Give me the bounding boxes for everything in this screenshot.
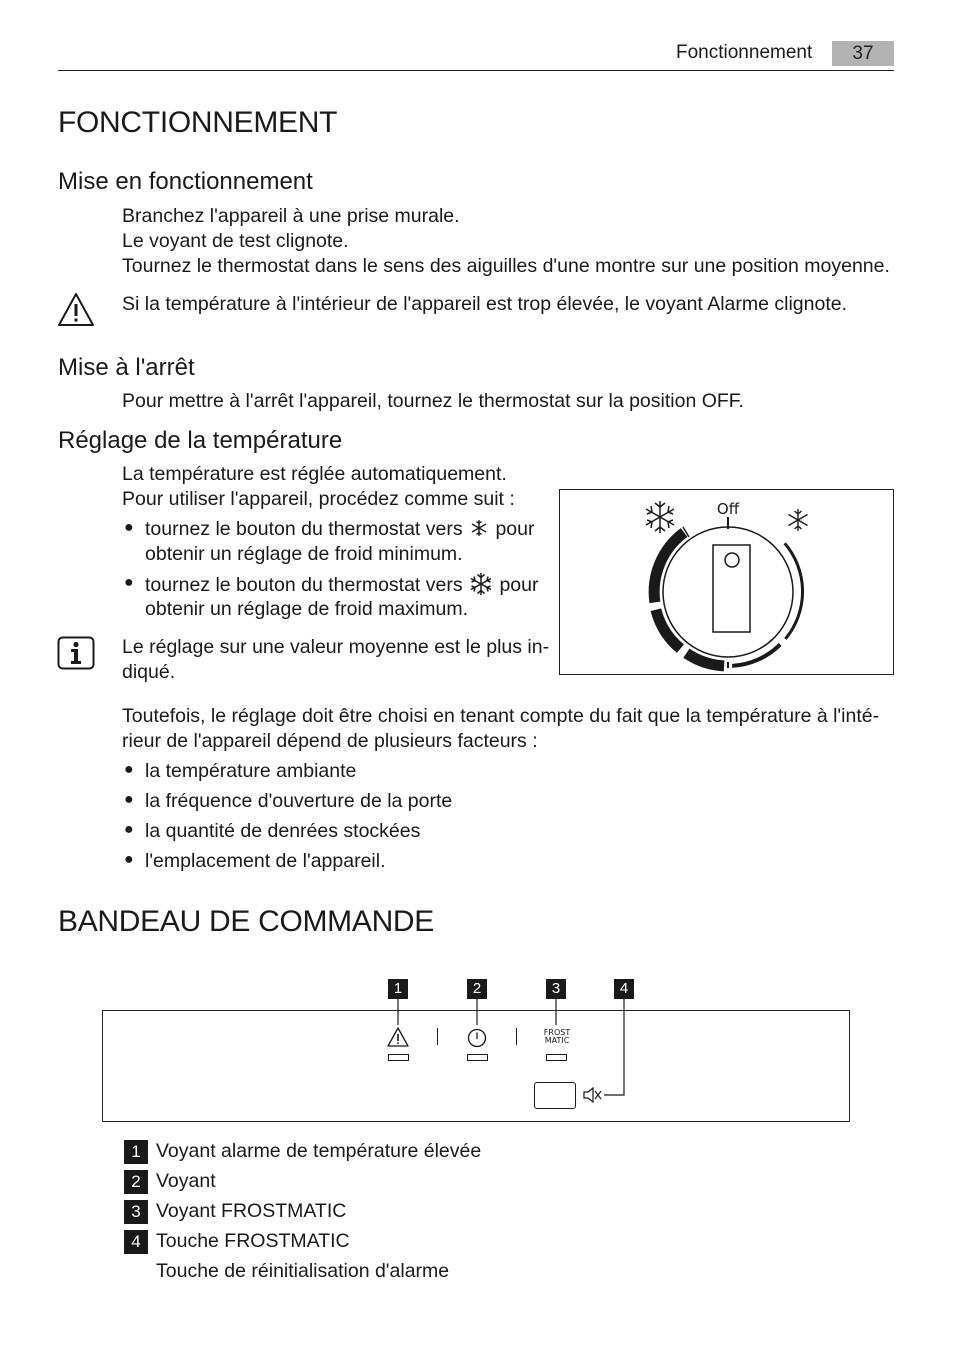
bullet-dot: ●	[124, 821, 134, 838]
power-indicator-light	[467, 1054, 488, 1061]
list-item-text: tournez le bouton du thermostat vers	[145, 574, 463, 596]
list-item-continuation: obtenir un réglage de froid minimum.	[145, 543, 463, 565]
paragraph-line: Branchez l'appareil à une prise murale.	[122, 205, 460, 227]
callout-3: 3	[546, 979, 566, 999]
page-number: 37	[832, 41, 894, 66]
list-item: la fréquence d'ouverture de la porte	[145, 790, 453, 812]
bullet-dot: ●	[124, 574, 134, 591]
bullet-dot: ●	[124, 851, 134, 868]
legend-number: 3	[124, 1200, 148, 1224]
heading-mise-en-fonctionnement: Mise en fonctionnement	[58, 168, 313, 195]
frostmatic-label-line: FROST	[543, 1028, 571, 1037]
section-title-fonctionnement: FONCTIONNEMENT	[58, 106, 338, 139]
paragraph-line: Tournez le thermostat dans le sens des aiguilles d'une montre sur une position moyenne.	[122, 255, 890, 277]
legend-text: Touche FROSTMATIC	[156, 1230, 350, 1252]
legend-number: 1	[124, 1140, 148, 1164]
alarm-mute-icon	[583, 1087, 603, 1103]
bullet-dot: ●	[124, 791, 134, 808]
panel-divider	[516, 1028, 517, 1045]
list-item-text: pour	[499, 574, 539, 596]
section-title-bandeau: BANDEAU DE COMMANDE	[58, 905, 435, 938]
list-item: la température ambiante	[145, 760, 357, 782]
frostmatic-label	[538, 1029, 576, 1045]
callout-4: 4	[614, 979, 634, 999]
legend-text: Voyant alarme de température élevée	[156, 1140, 482, 1162]
list-item-text: pour	[495, 518, 535, 540]
frostmatic-indicator-light	[546, 1054, 567, 1061]
heading-mise-a-l-arret: Mise à l'arrêt	[58, 354, 195, 381]
paragraph-line: rieur de l'appareil dépend de plusieurs facteurs :	[122, 730, 538, 752]
legend-number: 4	[124, 1230, 148, 1254]
paragraph-line: Toutefois, le réglage doit être choisi en tenant compte du fait que la température à l'inté-	[122, 705, 880, 727]
warning-text: Si la température à l'intérieur de l'appareil est trop élevée, le voyant Alarme clignote.	[122, 293, 848, 315]
paragraph-line: Pour utiliser l'appareil, procédez comme suit :	[122, 488, 515, 510]
paragraph-line: La température est réglée automatiquement.	[122, 463, 507, 485]
list-item-text: tournez le bouton du thermostat vers	[145, 518, 463, 540]
running-header: Fonctionnement	[676, 42, 813, 63]
legend-number: 2	[124, 1170, 148, 1194]
dial-off-label: Off	[716, 500, 740, 518]
alarm-indicator-light	[388, 1054, 409, 1061]
callout-2: 2	[467, 979, 487, 999]
list-item: la quantité de denrées stockées	[145, 820, 421, 842]
paragraph-line: Pour mettre à l'arrêt l'appareil, tournez le thermostat sur la position OFF.	[122, 390, 744, 412]
power-icon	[466, 1027, 488, 1049]
alarm-warning-icon	[386, 1026, 410, 1048]
list-item: l'emplacement de l'appareil.	[145, 850, 386, 872]
legend-text: Voyant	[156, 1170, 216, 1192]
frostmatic-button[interactable]	[534, 1082, 576, 1109]
paragraph-line: Le voyant de test clignote.	[122, 230, 349, 252]
info-text-line: diqué.	[122, 661, 176, 683]
callout-1: 1	[388, 979, 408, 999]
frostmatic-label-line: MATIC	[544, 1036, 570, 1045]
legend-text: Voyant FROSTMATIC	[156, 1200, 347, 1222]
bullet-dot: ●	[124, 519, 134, 536]
info-text-line: Le réglage sur une valeur moyenne est le plus in-	[122, 636, 550, 658]
legend-text-continuation: Touche de réinitialisation d'alarme	[156, 1260, 450, 1282]
list-item-continuation: obtenir un réglage de froid maximum.	[145, 598, 468, 620]
heading-reglage-temperature: Réglage de la température	[58, 427, 343, 454]
bullet-dot: ●	[124, 761, 134, 778]
panel-divider	[437, 1028, 438, 1045]
